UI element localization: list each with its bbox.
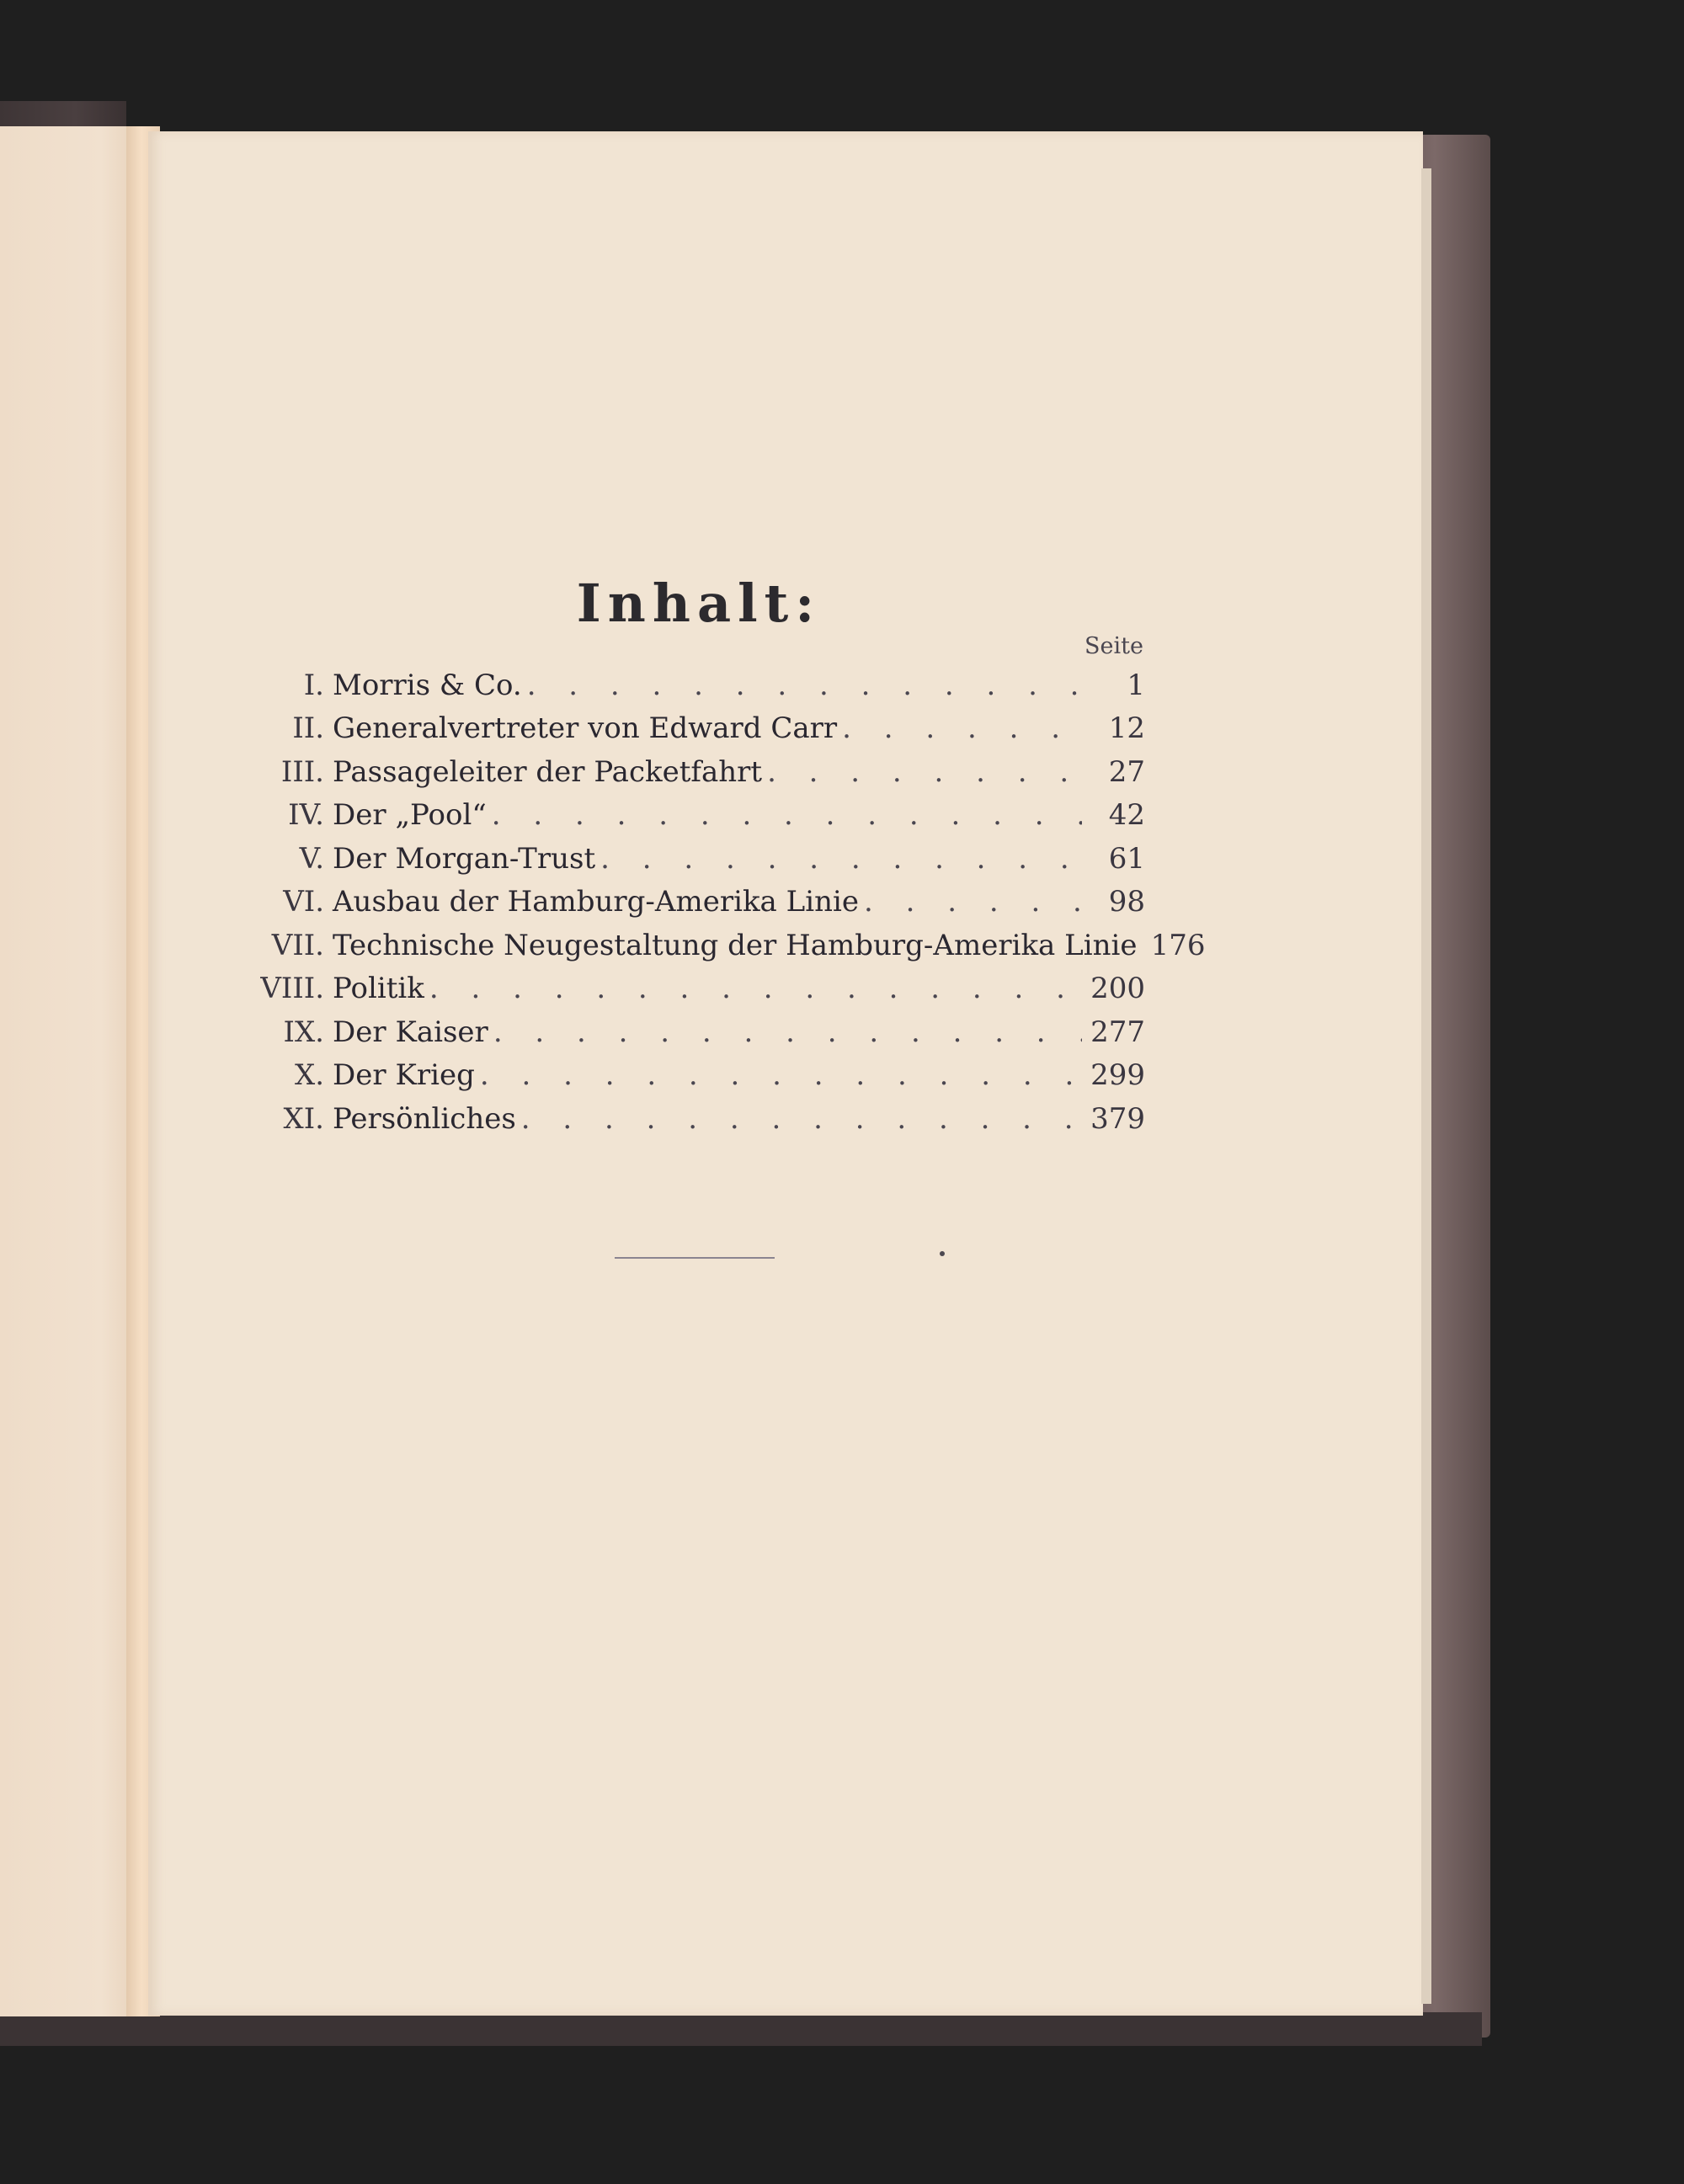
left-page-edge bbox=[0, 126, 145, 2016]
toc-entry-title: Generalvertreter von Edward Carr bbox=[333, 711, 838, 746]
toc-entry-page: 12 bbox=[1108, 711, 1145, 746]
toc-leader-dots bbox=[527, 669, 1082, 702]
toc-entry-number: VIII. bbox=[260, 972, 324, 1006]
toc-entry-title: Ausbau der Hamburg-Amerika Linie bbox=[333, 885, 859, 919]
toc-entry-page: 98 bbox=[1108, 885, 1145, 919]
toc-entry-page: 27 bbox=[1108, 754, 1145, 789]
toc-entry-number: VII. bbox=[271, 928, 324, 962]
ink-speck bbox=[940, 1251, 945, 1256]
toc-entry bbox=[244, 1054, 1145, 1098]
toc-entry-number: X. bbox=[294, 1058, 324, 1093]
toc-list bbox=[244, 663, 1206, 1141]
toc-entry-title: Der Kaiser bbox=[333, 1015, 488, 1049]
page-stack-edge bbox=[1421, 168, 1431, 2004]
toc-entry-page: 42 bbox=[1108, 798, 1145, 833]
toc-entry-title: Technische Neugestaltung der Hamburg-Amerika Linie bbox=[333, 928, 1138, 962]
toc-entry-title: Der Morgan-Trust bbox=[333, 841, 596, 876]
toc-entry bbox=[244, 924, 1206, 967]
toc-entry-title: Persönliches bbox=[333, 1101, 516, 1136]
toc-title: Inhalt: bbox=[576, 573, 822, 634]
page-column-header: Seite bbox=[1084, 633, 1143, 659]
toc-leader-dots bbox=[429, 972, 1082, 1005]
toc-entry-page: 200 bbox=[1090, 972, 1145, 1006]
toc-leader-dots bbox=[600, 842, 1082, 876]
toc-entry-page: 1 bbox=[1127, 668, 1145, 702]
toc-entry-number: V. bbox=[299, 841, 324, 876]
toc-entry bbox=[244, 837, 1145, 881]
toc-entry bbox=[244, 881, 1145, 924]
toc-entry-page: 176 bbox=[1150, 928, 1206, 962]
toc-leader-dots bbox=[480, 1058, 1082, 1092]
book-cover-bottom bbox=[0, 2012, 1482, 2046]
toc-entry-number: I. bbox=[303, 668, 324, 702]
toc-entry-title: Politik bbox=[333, 972, 424, 1006]
toc-entry-title: Morris & Co. bbox=[333, 668, 522, 702]
end-rule bbox=[615, 1257, 775, 1259]
toc-entry-number: IV. bbox=[288, 798, 324, 833]
toc-leader-dots bbox=[492, 798, 1082, 832]
toc-entry-number: IX. bbox=[283, 1015, 324, 1049]
toc-leader-dots bbox=[842, 711, 1082, 745]
toc-entry-page: 299 bbox=[1090, 1058, 1145, 1093]
toc-entry-title: Der „Pool“ bbox=[333, 798, 487, 833]
toc-entry bbox=[244, 1010, 1145, 1054]
toc-entry bbox=[244, 663, 1145, 707]
toc-leader-dots bbox=[767, 755, 1082, 789]
toc-entry-title: Der Krieg bbox=[333, 1058, 475, 1093]
toc-leader-dots bbox=[521, 1102, 1082, 1136]
toc-entry bbox=[244, 967, 1145, 1011]
toc-entry-number: XI. bbox=[283, 1101, 324, 1136]
toc-entry-page: 277 bbox=[1090, 1015, 1145, 1049]
toc-entry-number: II. bbox=[292, 711, 324, 746]
toc-entry-title: Passageleiter der Packetfahrt bbox=[333, 754, 763, 789]
toc-entry-page: 61 bbox=[1108, 841, 1145, 876]
toc-entry-number: VI. bbox=[283, 885, 324, 919]
toc-leader-dots bbox=[493, 1015, 1082, 1049]
toc-entry bbox=[244, 750, 1145, 794]
toc-entry bbox=[244, 794, 1145, 838]
toc-entry bbox=[244, 707, 1145, 751]
toc-entry bbox=[244, 1097, 1145, 1141]
toc-entry-page: 379 bbox=[1090, 1101, 1145, 1136]
toc-leader-dots bbox=[864, 885, 1082, 919]
toc-entry-number: III. bbox=[280, 754, 324, 789]
